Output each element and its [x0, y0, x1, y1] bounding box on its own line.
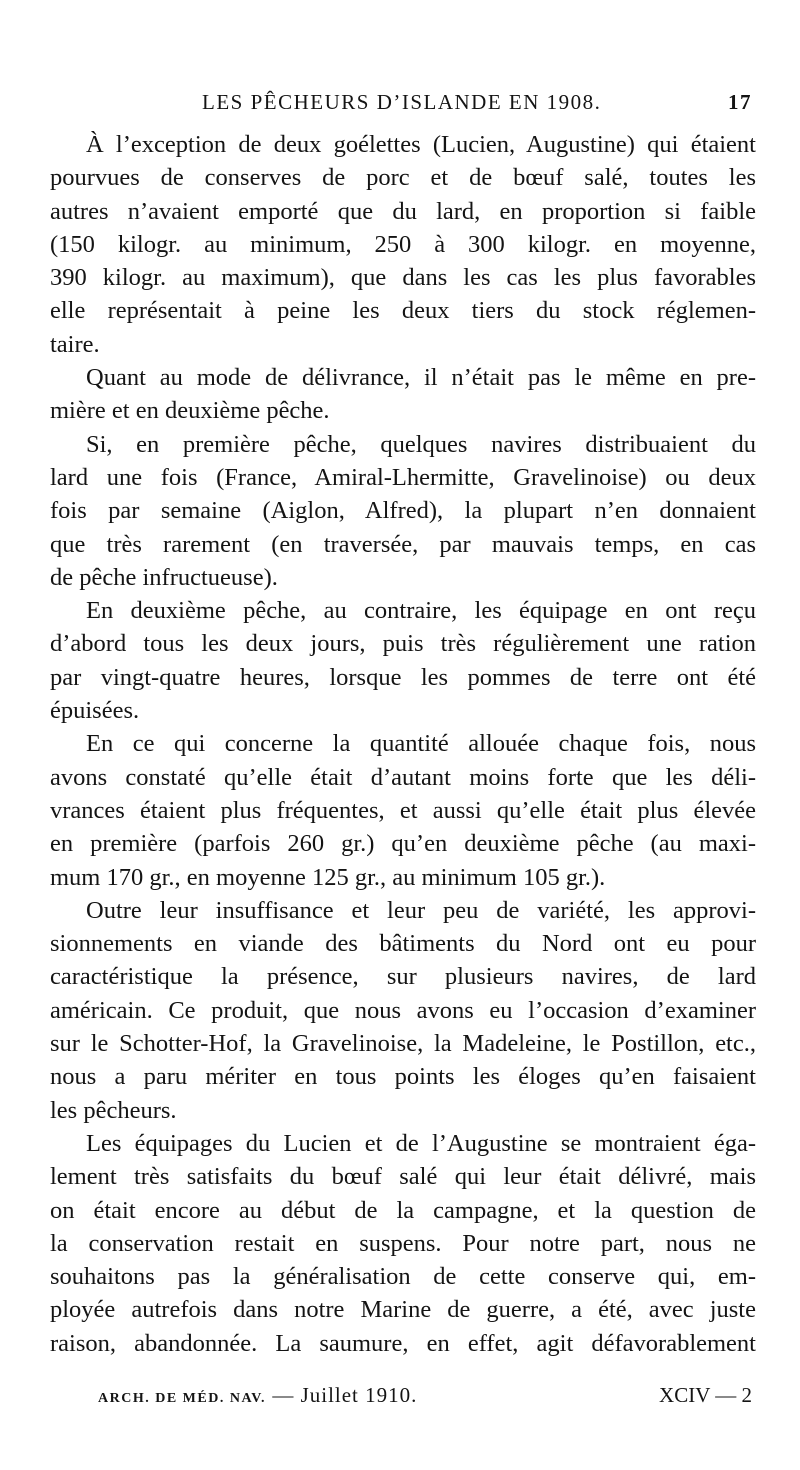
text-line: épuisées. [50, 697, 140, 725]
text-line: ployée autrefois dans notre Marine de guerre, a été, avec juste [50, 1296, 756, 1324]
text-line: lement très satisfaits du bœuf salé qui leur était délivré, mais [50, 1163, 756, 1191]
text-line: américain. Ce produit, que nous avons eu l’occasion d’examiner [50, 996, 756, 1024]
text-line: pourvues de conserves de porc et de bœuf salé, toutes les [50, 164, 756, 192]
text-line: par vingt-quatre heures, lorsque les pommes de terre ont été [50, 663, 756, 691]
text-line: 390 kilogr. au maximum), que dans les cas les plus favorables [50, 264, 756, 292]
text-line: les pêcheurs. [50, 1096, 177, 1124]
text-line: d’abord tous les deux jours, puis très régulièrement une ration [50, 630, 756, 658]
text-line: en première (parfois 260 gr.) qu’en deuxième pêche (au maxi- [50, 830, 756, 858]
text-line: lard une fois (France, Amiral-Lhermitte, Gravelinoise) ou deux [50, 463, 756, 491]
text-line: que très rarement (en traversée, par mauvais temps, en cas [50, 530, 756, 558]
text-line: souhaitons pas la généralisation de cette conserve qui, em- [50, 1263, 756, 1291]
text-line: de pêche infructueuse). [50, 563, 278, 591]
text-line: taire. [50, 330, 100, 358]
text-line: mum 170 gr., en moyenne 125 gr., au minimum 105 gr.). [50, 863, 606, 891]
text-line: Si, en première pêche, quelques navires distribuaient du [86, 430, 756, 458]
text-line: mière et en deuxième pêche. [50, 397, 330, 425]
text-line: Les équipages du Lucien et de l’Augustine se montraient éga- [86, 1129, 756, 1157]
text-line: raison, abandonnée. La saumure, en effet, agit défavorablement [50, 1329, 756, 1357]
text-line: (150 kilogr. au minimum, 250 à 300 kilogr. en moyenne, [50, 230, 756, 258]
running-header [50, 90, 752, 124]
text-line: À l’exception de deux goélettes (Lucien, Augustine) qui étaient [86, 131, 756, 158]
page-number: 17 [728, 90, 752, 114]
text-line: on était encore au début de la campagne, et la question de [50, 1196, 756, 1224]
text-line: la conservation restait en suspens. Pour notre part, nous ne [50, 1229, 756, 1257]
printer-signature: XCIV — 2 [659, 1383, 752, 1407]
text-line: caractéristique la présence, sur plusieurs navires, de lard [50, 963, 756, 991]
text-line: fois par semaine (Aiglon, Alfred), la plupart n’en donnaient [50, 497, 756, 525]
running-title: LES PÊCHEURS D’ISLANDE EN 1908. [202, 90, 602, 114]
footer-citation [98, 1383, 417, 1408]
text-line: sionnements en viande des bâtiments du Nord ont eu pour [50, 930, 756, 958]
text-line: Quant au mode de délivrance, il n’était pas le même en pre- [86, 364, 756, 392]
text-line: En deuxième pêche, au contraire, les équipage en ont reçu [86, 597, 756, 625]
journal-abbreviation: ARCH. DE MÉD. NAV. [98, 1391, 267, 1406]
text-line: elle représentait à peine les deux tiers du stock réglemen- [50, 297, 756, 325]
footer [98, 1383, 752, 1417]
text-line: autres n’avaient emporté que du lard, en proportion si faible [50, 197, 756, 225]
text-line: Outre leur insuffisance et leur peu de variété, les approvi- [86, 896, 756, 924]
issue-date: — Juillet 1910. [272, 1383, 418, 1407]
text-line: avons constaté qu’elle était d’autant moins forte que les déli- [50, 763, 756, 791]
text-line: nous a paru mériter en tous points les éloges qu’en faisaient [50, 1063, 756, 1091]
text-line: vrances étaient plus fréquentes, et aussi qu’elle était plus élevée [50, 796, 756, 824]
text-line: En ce qui concerne la quantité allouée chaque fois, nous [86, 730, 756, 758]
body-text [50, 128, 756, 1360]
text-line: sur le Schotter-Hof, la Gravelinoise, la Madeleine, le Postillon, etc., [50, 1030, 756, 1058]
